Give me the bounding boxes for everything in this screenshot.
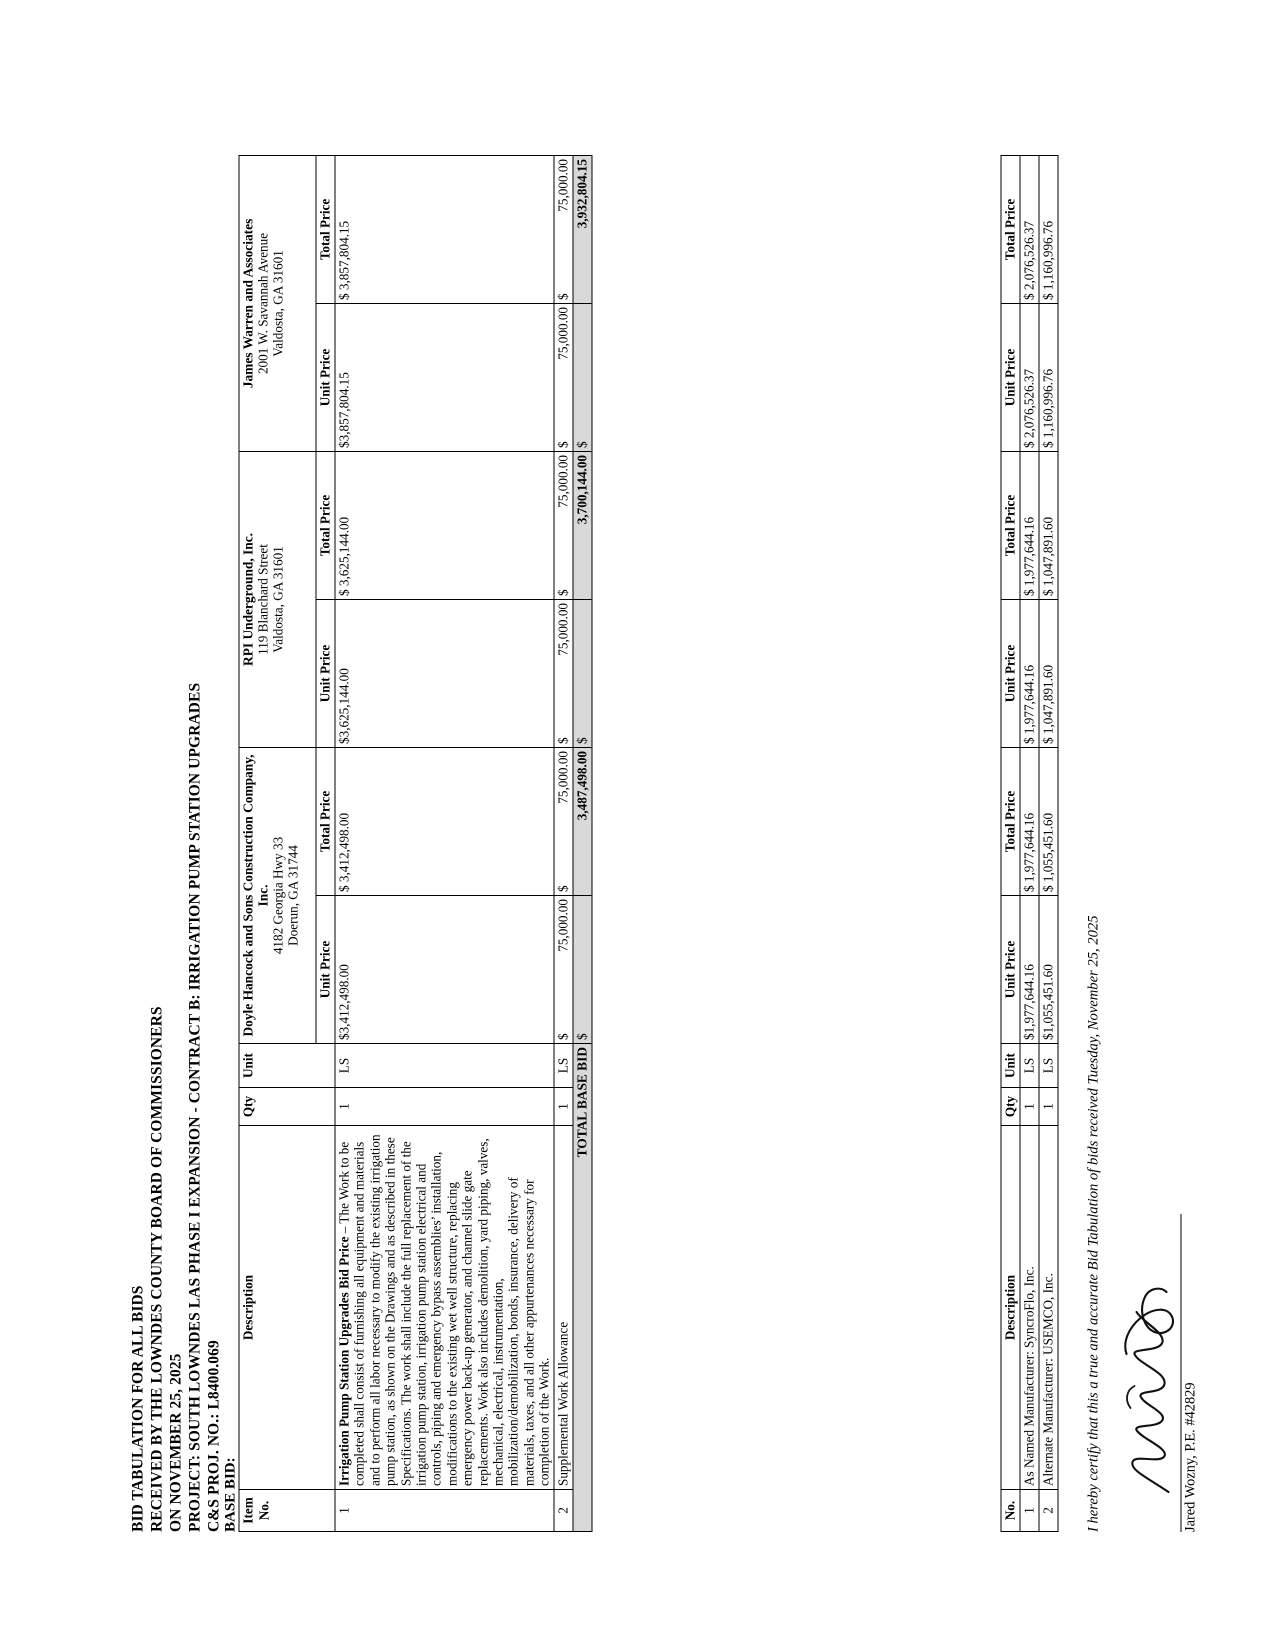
mfg-row-1-no: 1 [1020, 1490, 1039, 1532]
bidder-1-header [239, 747, 316, 1043]
bidder-2-header [239, 451, 316, 747]
row-1-description [335, 1126, 554, 1490]
row-2-bidder-1-unit-price-amount: 75,000.00 [554, 899, 570, 952]
totals-bidder-2-unit-spacer [572, 599, 591, 747]
mfg-col-no: No. [1001, 1490, 1020, 1532]
row-2-bidder-3-total-price-amount: 75,000.00 [554, 158, 570, 212]
row-2-qty: 1 [553, 1088, 572, 1126]
mfg-row-2-bidder-2-unit-price: $ 1,047,891.60 [1039, 600, 1058, 748]
bidder-1-total-price-header: Total Price [316, 747, 335, 895]
totals-bidder-3-unit-spacer [572, 303, 591, 451]
certification-statement: I hereby certify that this a true and accurate Bid Tabulation of bids received Tuesday, November 25, 2025 [1085, 915, 1101, 1532]
signature-icon [1114, 1234, 1184, 1504]
row-2-bidder-2-unit-price-symbol: $ [554, 737, 570, 744]
row-1-bidder-3-unit-price: $3,857,804.15 [335, 303, 554, 451]
mfg-col-bidder-1-total-price: Total Price [1001, 748, 1020, 896]
mfg-col-bidder-3-unit-price: Unit Price [1001, 304, 1020, 452]
row-2-bidder-2-total-price [553, 451, 572, 599]
bidder-1-address-2: Doerun, GA 31744 [285, 845, 300, 946]
row-1-bidder-2-total-price: $ 3,625,144.00 [335, 451, 554, 599]
mfg-col-bidder-1-unit-price: Unit Price [1001, 896, 1020, 1044]
row-2-bidder-3-total-price-symbol: $ [554, 293, 570, 300]
col-qty: Qty [239, 1088, 335, 1126]
row-2-bidder-1-total-price-symbol: $ [554, 885, 570, 892]
row-2-bidder-2-unit-price [553, 599, 572, 747]
totals-bidder-3-amount: 3,932,804.15 [572, 155, 591, 303]
bidder-2-name: RPI Underground, Inc. [240, 533, 255, 666]
document-header [128, 683, 223, 1532]
bidder-3-name: James Warren and Associates [240, 218, 255, 389]
row-1-unit: LS [335, 1044, 554, 1088]
base-bid-label: BASE BID: [222, 1457, 238, 1532]
row-2-bidder-1-total-price [553, 747, 572, 895]
row-1-description-lead: Irrigation Pump Station Upgrades Bid Price [336, 1236, 351, 1486]
row-2-bidder-3-unit-price-symbol: $ [554, 441, 570, 448]
row-2-bidder-3-unit-price-amount: 75,000.00 [554, 306, 570, 360]
row-2-bidder-1-unit-price [553, 896, 572, 1044]
mfg-row-1-bidder-1-total-price: $ 1,977,644.16 [1020, 748, 1039, 896]
mfg-col-unit: Unit [1001, 1044, 1020, 1088]
mfg-row-2-unit: LS [1039, 1044, 1058, 1088]
bidder-3-unit-price-header: Unit Price [316, 303, 335, 451]
mfg-row-1-unit: LS [1020, 1044, 1039, 1088]
mfg-row-2-qty: 1 [1039, 1088, 1058, 1126]
mfg-col-qty: Qty [1001, 1088, 1020, 1126]
mfg-col-bidder-3-total-price: Total Price [1001, 156, 1020, 304]
bid-tabulation-table [238, 155, 592, 1532]
mfg-col-bidder-2-total-price: Total Price [1001, 452, 1020, 600]
totals-bidder-2-unit-symbol: $ [573, 737, 589, 744]
signature-block [1108, 1202, 1198, 1532]
bidder-1-address-1: 4182 Georgia Hwy 33 [270, 836, 285, 955]
table-row [553, 155, 572, 1531]
row-2-bidder-3-unit-price [553, 303, 572, 451]
row-1-item-no: 1 [335, 1490, 554, 1532]
row-2-item-no: 2 [553, 1490, 572, 1532]
header-line-1: BID TABULATION FOR ALL BIDS [129, 1285, 146, 1532]
row-2-bidder-1-unit-price-symbol: $ [554, 1033, 570, 1040]
bidder-1-name: Doyle Hancock and Sons Construction Company, Inc. [240, 754, 270, 1037]
mfg-row-2-bidder-3-unit-price: $ 1,160,996.76 [1039, 304, 1058, 452]
mfg-row-1-bidder-1-unit-price: $1,977,644.16 [1020, 896, 1039, 1044]
bidder-2-total-price-header: Total Price [316, 451, 335, 599]
row-1-bidder-3-total-price: $ 3,857,804.15 [335, 155, 554, 303]
bidder-3-total-price-header: Total Price [316, 155, 335, 303]
table-row [335, 155, 554, 1531]
totals-row [572, 155, 591, 1531]
table-row [1039, 156, 1058, 1532]
mfg-row-1-qty: 1 [1020, 1088, 1039, 1126]
row-2-bidder-2-total-price-symbol: $ [554, 589, 570, 596]
header-line-5: C&S PROJ. NO.: L8400.069 [205, 1340, 222, 1532]
col-item-no: Item No. [239, 1490, 335, 1532]
mfg-row-2-no: 2 [1039, 1490, 1058, 1532]
mfg-header-row [1001, 156, 1020, 1532]
row-1-bidder-2-unit-price: $3,625,144.00 [335, 599, 554, 747]
totals-bidder-2-amount: 3,700,144.00 [572, 451, 591, 599]
mfg-row-1-bidder-3-unit-price: $ 2,076,526.37 [1020, 304, 1039, 452]
table-row [1020, 156, 1039, 1532]
row-2-bidder-2-total-price-amount: 75,000.00 [554, 454, 570, 508]
totals-bidder-3-unit-symbol: $ [573, 441, 589, 448]
mfg-row-2-bidder-1-unit-price: $1,055,451.60 [1039, 896, 1058, 1044]
row-2-bidder-3-total-price [553, 155, 572, 303]
row-2-unit: LS [553, 1044, 572, 1088]
mfg-row-2-bidder-1-total-price: $ 1,055,451.60 [1039, 748, 1058, 896]
mfg-row-1-bidder-2-unit-price: $ 1,977,644.16 [1020, 600, 1039, 748]
bidder-2-unit-price-header: Unit Price [316, 599, 335, 747]
mfg-col-bidder-2-unit-price: Unit Price [1001, 600, 1020, 748]
bidder-1-unit-price-header: Unit Price [316, 896, 335, 1044]
signer-name: Jared Wozny, P.E. #42829 [1182, 1382, 1198, 1532]
manufacturer-table [1000, 155, 1058, 1532]
bidder-2-address-2: Valdosta, GA 31601 [270, 546, 285, 653]
row-1-description-rest: – The Work to be completed shall consist of furnishing all equipment and materials and to perform all labor necessary to modify the existing irrigation pump station, as shown on the Drawings and as described in these Specifications. The work shall include the full replacement of the irrigation pump station, irrigation pump station electrical and controls, piping and emergency bypass assemblies’ installation, modifications to the existing wet well structure, replacing emergency power back-up generator, and channel slide gate replacements. Work also includes demolition, yard piping, valves, mechanical, electrical, instrumentation, mobilization/demobilization, bonds, insurance, delivery of materials, taxes, and all other appurtenances necessary for completion of the Work. [336, 1134, 552, 1486]
row-1-bidder-1-unit-price: $3,412,498.00 [335, 896, 554, 1044]
row-1-bidder-1-total-price: $ 3,412,498.00 [335, 747, 554, 895]
row-2-bidder-1-total-price-amount: 75,000.00 [554, 750, 570, 804]
mfg-row-1-bidder-2-total-price: $ 1,977,644.16 [1020, 452, 1039, 600]
mfg-row-2-bidder-2-total-price: $ 1,047,891.60 [1039, 452, 1058, 600]
mfg-col-description: Description [1001, 1126, 1020, 1490]
vendor-header-row [239, 155, 316, 1531]
signature-line [1180, 1214, 1181, 1532]
bidder-2-address-1: 119 Blanchard Street [255, 544, 270, 655]
row-2-description: Supplemental Work Allowance [553, 1126, 572, 1490]
bidder-3-address-1: 2001 W. Savannah Avenue [255, 232, 270, 375]
header-line-2: RECEIVED BY THE LOWNDES COUNTY BOARD OF COMMISSIONERS [148, 1006, 165, 1532]
totals-bidder-1-unit-symbol: $ [573, 1033, 589, 1040]
totals-bidder-1-amount: 3,487,498.00 [572, 747, 591, 895]
mfg-row-1-description: As Named Manufacturer: SyncroFlo, Inc. [1020, 1126, 1039, 1490]
row-1-qty: 1 [335, 1088, 554, 1126]
totals-bidder-1-unit-spacer [572, 896, 591, 1044]
col-unit: Unit [239, 1044, 335, 1088]
bidder-3-address-2: Valdosta, GA 31601 [270, 250, 285, 357]
mfg-row-2-description: Alternate Manufacturer: USEMCO, Inc. [1039, 1126, 1058, 1490]
bidder-3-header [239, 155, 316, 451]
row-2-bidder-2-unit-price-amount: 75,000.00 [554, 602, 570, 656]
header-line-3: ON NOVEMBER 25, 2025 [167, 1353, 184, 1532]
header-line-4: PROJECT: SOUTH LOWNDES LAS PHASE I EXPANSION - CONTRACT B: IRRIGATION PUMP STATION UPGRADES [186, 682, 203, 1532]
mfg-row-1-bidder-3-total-price: $ 2,076,526.37 [1020, 156, 1039, 304]
total-base-bid-label: TOTAL BASE BID [572, 1044, 591, 1532]
mfg-row-2-bidder-3-total-price: $ 1,160,996.76 [1039, 156, 1058, 304]
col-description: Description [239, 1126, 335, 1490]
